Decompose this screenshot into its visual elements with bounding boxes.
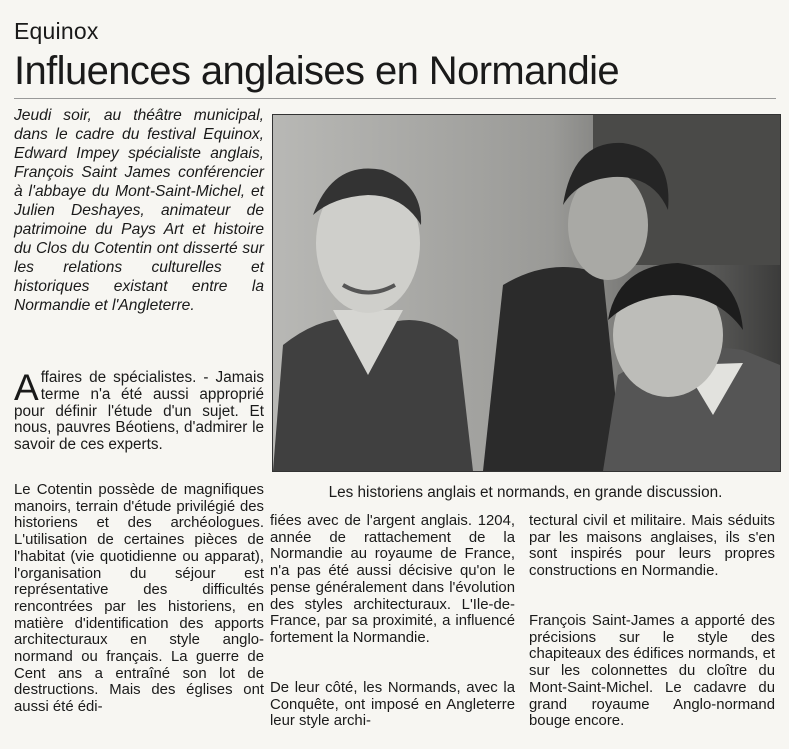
header-rule	[14, 98, 776, 99]
paragraph-affaires	[14, 367, 264, 454]
paragraph-saint-james: François Saint-James a apporté des précisions sur le style des chapiteaux des édifices normands, et sur les colonnettes du cloître du Mont-Saint-Michel. Le cadavre du grand royaume Anglo-normand bouge encore.	[529, 613, 775, 730]
paragraph-normands-continued: tectural civil et militaire. Mais séduits par les maisons anglaises, ils s'en sont inspirés pour leurs propres constructions en Normandie.	[529, 513, 775, 580]
paragraph-cotentin: Le Cotentin possède de magnifiques manoirs, terrain d'étude privilégié des historiens et des archéologues. L'utilisation de certaines pièces de l'habitat (vie quotidienne ou apparat), l'organisation du séjour est représentative des difficultés rencontrées par les historiens, en matière d'identification des apports architecturaux en style anglo-normand ou français. La guerre de Cent ans a entraîné son lot de destructions. Mais des églises ont aussi été édi-	[14, 482, 264, 716]
paragraph-normands: De leur côté, les Normands, avec la Conquête, ont imposé en Angleterre leur style archi-	[270, 680, 515, 730]
photo-caption: Les historiens anglais et normands, en grande discussion.	[328, 484, 723, 501]
photo-illustration	[273, 115, 780, 471]
article-photo	[272, 114, 781, 472]
paragraph-affaires-text: ffaires de spécialistes. - Jamais terme n'a été aussi approprié pour définir l'étude d'un sujet. Et nous, pauvres Béotiens, d'admirer le savoir de ces experts.	[14, 369, 264, 454]
article-lead: Jeudi soir, au théâtre municipal, dans le cadre du festival Equinox, Edward Impey spécialiste anglais, François Saint James conférencier à l'abbaye du Mont-Saint-Michel, et Julien Deshayes, animateur de patrimoine du Pays Art et histoire du Clos du Cotentin ont disserté sur les relations culturelles et historiques existant entre la Normandie et l'Angleterre.	[14, 107, 264, 314]
article-headline: Influences anglaises en Normandie	[14, 49, 620, 93]
drop-cap: A	[14, 367, 39, 408]
paragraph-cotentin-continued: fiées avec de l'argent anglais. 1204, année de rattachement de la Normandie au royaume de France, n'a pas été aussi décisive qu'on le pense généralement dans l'évolution des styles architecturaux. L'Ile-de-France, par sa proximité, a influencé fortement la Normandie.	[270, 513, 515, 646]
section-kicker: Equinox	[14, 18, 99, 44]
